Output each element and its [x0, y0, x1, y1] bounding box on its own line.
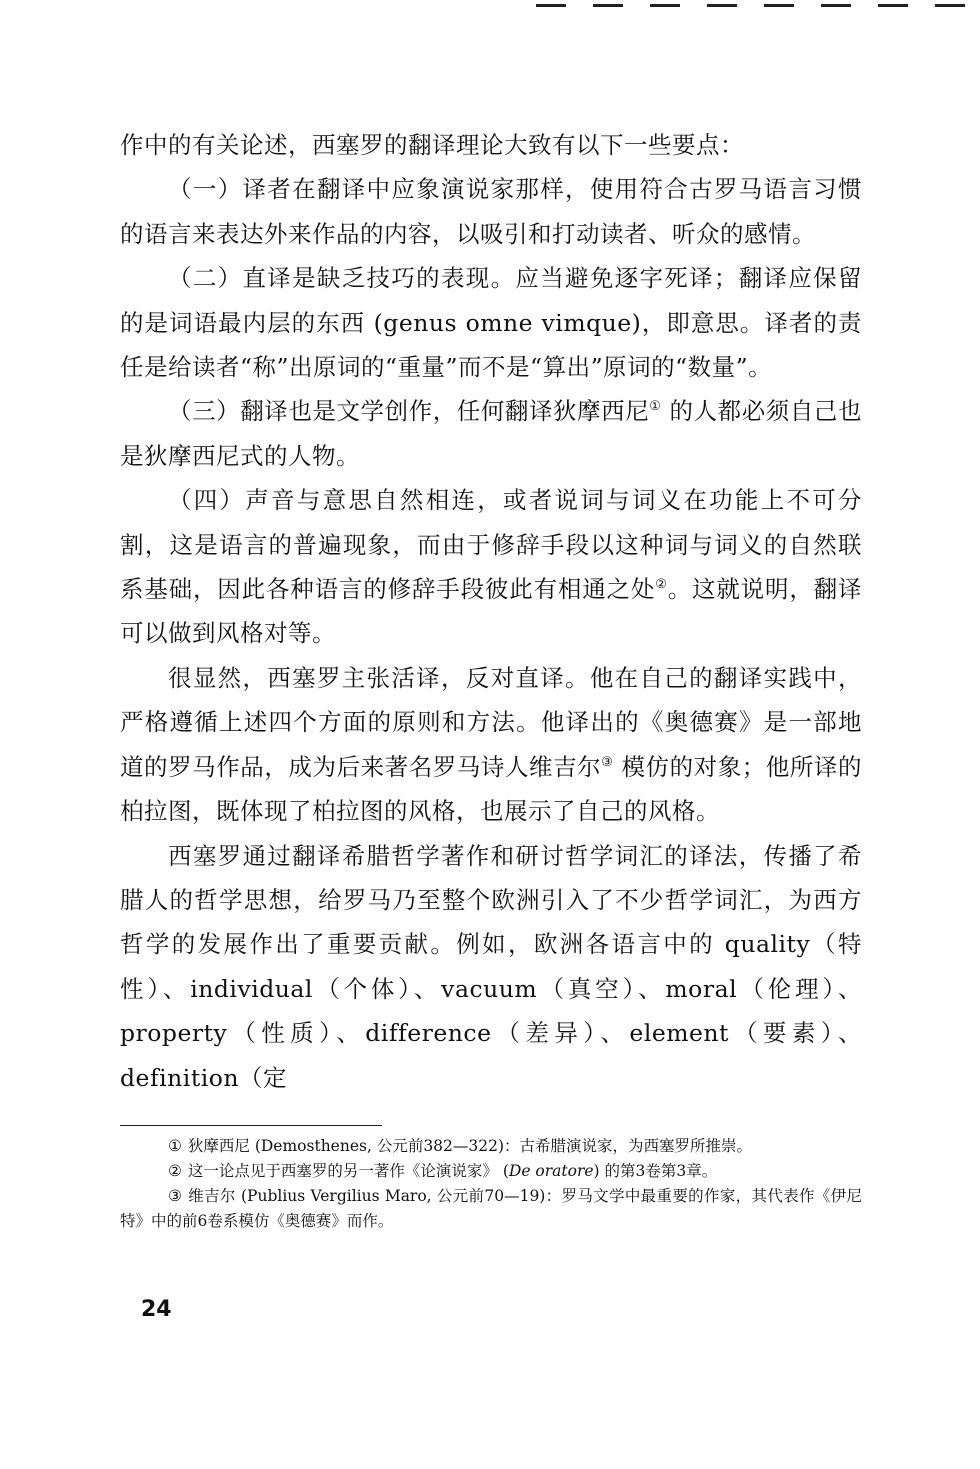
footnote-ref-2: ② [655, 577, 668, 593]
paragraph-point-4 [120, 478, 862, 656]
footnote-1-text: 狄摩西尼 (Demosthenes, 公元前382—322)：古希腊演说家，为西塞罗所推崇。 [187, 1137, 753, 1155]
paragraph-point-4-text-a: （四）声音与意思自然相连，或者说词与词义在功能上不可分割，这是语言的普遍现象，而由于修辞手段以这种词与词义的自然联系基础，因此各种语言的修辞手段彼此有相通之处 [120, 486, 862, 604]
footnote-2 [120, 1159, 862, 1184]
paragraph-conclusion-text-b: 模仿的对象；他所译的柏拉图，既体现了柏拉图的风格，也展示了自己的风格。 [120, 752, 862, 826]
paragraph-point-3-text-a: （三）翻译也是文学创作，任何翻译狄摩西尼 [168, 397, 650, 426]
footnote-3-number: ③ [168, 1187, 183, 1205]
paragraph-philosophy: 西塞罗通过翻译希腊哲学著作和研讨哲学词汇的译法，传播了希腊人的哲学思想，给罗马乃至整个欧洲引入了不少哲学词汇，为西方哲学的发展作出了重要贡献。例如，欧洲各语言中的 quality（特性）、individual（个体）、vacuum（真空）、moral（伦理）、property（性质）、difference（差异）、element（要素）、definition（定 [120, 841, 862, 1092]
paragraph-point-2: （二）直译是缺乏技巧的表现。应当避免逐字死译；翻译应保留的是词语最内层的东西 (genus omne vimque)，即意思。译者的责任是给读者“称”出原词的“重量”而不是“算出”原词的“数量”。 [120, 264, 862, 382]
paragraph-point-3-text-b: 的人都必须自己也是狄摩西尼式的人物。 [120, 397, 862, 470]
footnote-3 [120, 1184, 862, 1234]
body-text [120, 123, 862, 1100]
paragraph-point-3 [120, 389, 862, 478]
page-number: 24 [141, 1297, 172, 1322]
footnotes [120, 1134, 862, 1234]
paragraph-intro: 作中的有关论述，西塞罗的翻译理论大致有以下一些要点： [120, 131, 744, 159]
footnote-1 [120, 1134, 862, 1159]
paragraph-point-1: （一）译者在翻译中应象演说家那样，使用符合古罗马语言习惯的语言来表达外来作品的内容，以吸引和打动读者、听众的感情。 [120, 175, 862, 248]
footnote-3-text: 维吉尔 (Publius Vergilius Maro, 公元前70—19)：罗马文学中最重要的作家，其代表作《伊尼特》中的前6卷系模仿《奥德赛》而作。 [120, 1187, 862, 1230]
footnote-divider [120, 1125, 382, 1126]
footnote-2-number: ② [168, 1162, 182, 1180]
footnote-ref-3: ③ [601, 754, 614, 770]
footnote-2-book-title: De oratore [508, 1162, 594, 1180]
footnote-ref-1: ① [649, 399, 662, 415]
footnote-2-text-b: ) 的第3卷第3章。 [593, 1162, 718, 1180]
footnote-1-number: ① [168, 1137, 182, 1155]
paragraph-point-4-text-b: 。这就说明，翻译可以做到风格对等。 [120, 575, 862, 648]
paragraph-conclusion [120, 656, 862, 834]
header-dash-rule [536, 0, 980, 12]
footnote-2-text-a: 这一论点见于西塞罗的另一著作《论演说家》 ( [187, 1162, 509, 1180]
paragraph-conclusion-text-a: 很显然，西塞罗主张活译，反对直译。他在自己的翻译实践中，严格遵循上述四个方面的原则和方法。他译出的《奥德赛》是一部地道的罗马作品，成为后来著名罗马诗人维吉尔 [120, 663, 862, 781]
